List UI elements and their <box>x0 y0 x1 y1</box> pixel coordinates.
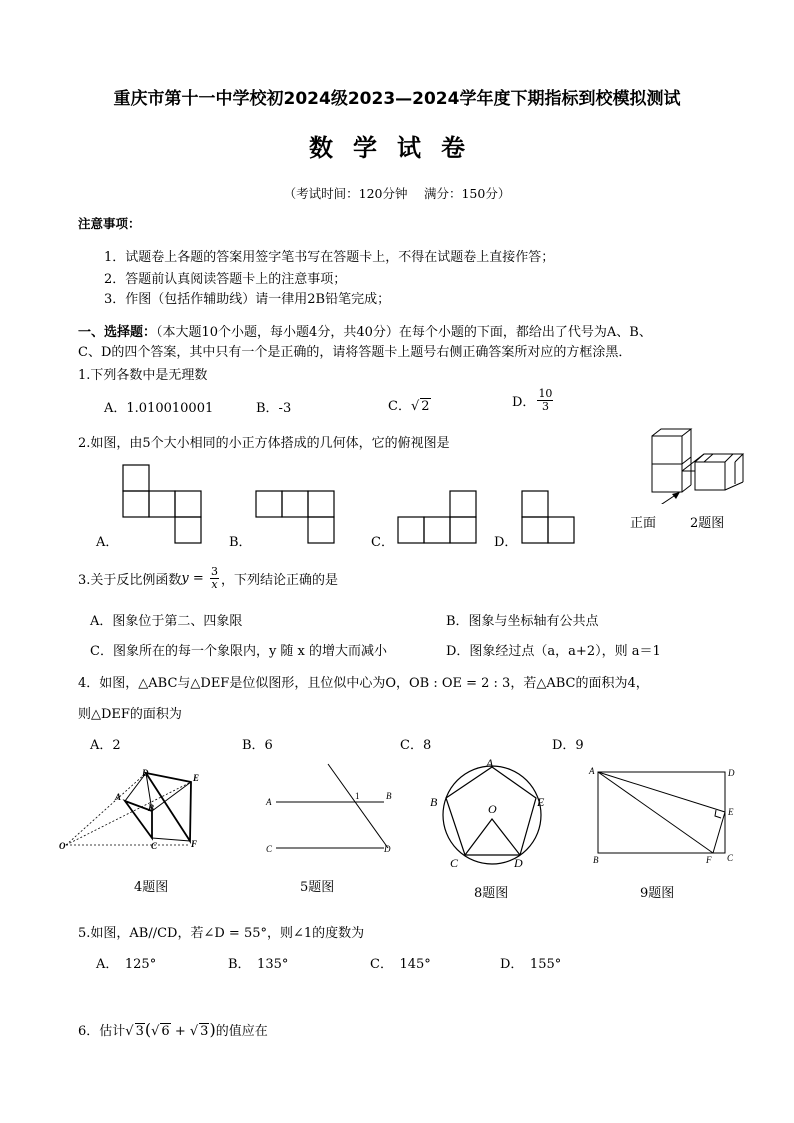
fig4-label-a: A <box>115 792 122 802</box>
q1-option-d-prefix: D． <box>512 395 536 410</box>
q1-option-a: A．1.010010001 <box>104 401 214 416</box>
section1-label: 一、选择题： <box>78 325 157 340</box>
fig4 <box>55 765 215 860</box>
exam-subtitle: 数学试卷 <box>309 134 485 162</box>
q3-stem-pre: 3.关于反比例函数 <box>78 573 182 588</box>
q6-radicand-3: 3 <box>200 1024 209 1039</box>
sqrt-symbol: √ <box>410 399 420 414</box>
fig9-label-c: C <box>727 853 734 863</box>
q6-plus: + <box>170 1024 190 1039</box>
q4-option-c: C．8 <box>400 738 432 753</box>
fig8-label-d: D <box>514 856 523 870</box>
q3-var-y: y <box>181 571 189 586</box>
q6-radicand-2: 6 <box>161 1024 170 1039</box>
section1-intro1: （本大题10个小题，每小题4分，共40分）在每个小题的下面，都给出了代号为A、B、 <box>156 325 652 340</box>
q4-line2: 则△DEF的面积为 <box>78 707 182 722</box>
exam-title: 重庆市第十一中学校初2024级2023—2024学年度下期指标到校模拟测试 <box>113 89 681 109</box>
q1-d-fraction <box>537 388 553 413</box>
q1-d-numerator: 10 <box>538 387 553 400</box>
q2-option-d-figure <box>522 491 574 543</box>
fig9 <box>585 762 745 872</box>
q1-d-denominator: 3 <box>541 400 549 413</box>
q6-radicand-1: 3 <box>135 1024 144 1039</box>
fig8 <box>425 755 565 873</box>
q2-option-a-figure <box>123 465 201 543</box>
sqrt-symbol: √ <box>151 1024 160 1039</box>
q2-front-label: 正面 <box>630 516 657 531</box>
q5-option-a: A． 125° <box>96 957 157 972</box>
fig5 <box>258 760 408 860</box>
q2-label-d: D． <box>494 535 518 550</box>
q2-option-b-figure <box>256 491 334 543</box>
q3-stem-post: ，下列结论正确的是 <box>220 573 338 588</box>
fig5-label-c: C <box>266 844 273 854</box>
q1-option-c <box>388 395 431 414</box>
q5-option-b: B． 135° <box>228 957 289 972</box>
fig8-label-e: E <box>537 795 545 809</box>
fig5-label: 5题图 <box>300 880 335 895</box>
q3-option-c: C．图象所在的每一个象限内，y 随 x 的增大而减小 <box>90 644 388 659</box>
q2-fig-label: 2题图 <box>690 516 725 531</box>
notice-heading: 注意事项： <box>78 216 141 231</box>
q4-option-d: D．9 <box>552 738 584 753</box>
fig4-label-e: E <box>193 773 200 783</box>
q2-label-b: B． <box>229 535 252 550</box>
fig5-label-d: D <box>384 844 391 854</box>
q5-stem: 5.如图，AB//CD，若∠D = 55°，则∠1的度数为 <box>78 926 365 941</box>
q1-stem: 1.下列各数中是无理数 <box>78 368 208 383</box>
q2-option-c-figure <box>398 491 476 543</box>
q3-denominator: x <box>211 578 218 591</box>
fig9-label-a: A <box>589 766 595 776</box>
fig9-label-b: B <box>593 855 599 865</box>
notice-item-3: 3．作图（包括作辅助线）请一律用2B铅笔完成； <box>104 292 391 307</box>
q5-option-c: C． 145° <box>370 957 431 972</box>
fig8-label-a: A <box>486 756 494 770</box>
notice-item-1: 1．试题卷上各题的答案用签字笔书写在答题卡上，不得在试题卷上直接作答； <box>104 250 555 265</box>
q2-stem: 2.如图，由5个大小相同的小正方体搭成的几何体，它的俯视图是 <box>78 436 450 451</box>
q3-option-d: D．图象经过点（a，a+2），则 a＝1 <box>446 644 661 659</box>
q5-option-d: D． 155° <box>500 957 562 972</box>
q3-option-b: B．图象与坐标轴有公共点 <box>446 614 599 629</box>
fig4-label-o: O <box>59 841 66 851</box>
fig5-label-a: A <box>266 797 272 807</box>
fig4-label-c: C <box>151 841 158 851</box>
q4-option-b: B．6 <box>242 738 273 753</box>
fig4-label: 4题图 <box>134 880 169 895</box>
fig8-label-b: B <box>430 795 438 809</box>
q2-solid-figure <box>625 424 755 504</box>
fig5-angle-1: 1 <box>355 791 360 801</box>
q3-eq: = <box>188 571 208 586</box>
q4-line1: 4．如图，△ABC与△DEF是位似图形，且位似中心为O，OB : OE = 2 : 3，若△ABC的面积为4， <box>78 676 649 691</box>
fig8-label: 8题图 <box>474 886 509 901</box>
q6-stem <box>78 1020 268 1039</box>
fig9-label-e: E <box>728 807 734 817</box>
q6-stem-pre: 6．估计 <box>78 1024 126 1039</box>
q3-stem <box>78 566 338 591</box>
q3-option-a: A．图象位于第二、四象限 <box>90 614 243 629</box>
fig4-label-d: D <box>142 768 149 778</box>
section1-intro2: C、D的四个答案，其中只有一个是正确的，请将答题卡上题号右侧正确答案所对应的方框涂黑． <box>78 345 632 360</box>
q4-option-a: A．2 <box>90 738 121 753</box>
fig9-label-d: D <box>728 768 735 778</box>
q1-option-d <box>512 388 555 413</box>
sqrt-symbol: √ <box>125 1024 134 1039</box>
q1-c-radicand: 2 <box>421 399 430 414</box>
q6-close-paren: ) <box>209 1020 216 1039</box>
fig9-label-f: F <box>706 855 712 865</box>
fig9-label: 9题图 <box>640 886 675 901</box>
q3-numerator: 3 <box>210 565 218 578</box>
q2-label-c: C． <box>371 535 394 550</box>
fig8-label-o: O <box>488 802 497 816</box>
q2-label-a: A． <box>96 535 119 550</box>
q3-fraction <box>210 566 219 591</box>
q1-option-c-prefix: C． <box>388 399 411 414</box>
q6-open-paren: ( <box>144 1020 152 1039</box>
notice-item-2: 2．答题前认真阅读答题卡上的注意事项； <box>104 272 347 287</box>
fig5-label-b: B <box>386 791 392 801</box>
sqrt-symbol: √ <box>189 1024 199 1039</box>
exam-info: （考试时间：120分钟 满分：150分） <box>283 186 511 201</box>
section1-line1 <box>78 321 652 340</box>
q1-option-b: B．-3 <box>256 401 292 416</box>
fig8-label-c: C <box>450 856 459 870</box>
q6-stem-post: 的值应在 <box>215 1024 268 1039</box>
fig4-label-b: B <box>148 803 155 813</box>
fig4-label-f: F <box>191 839 198 849</box>
